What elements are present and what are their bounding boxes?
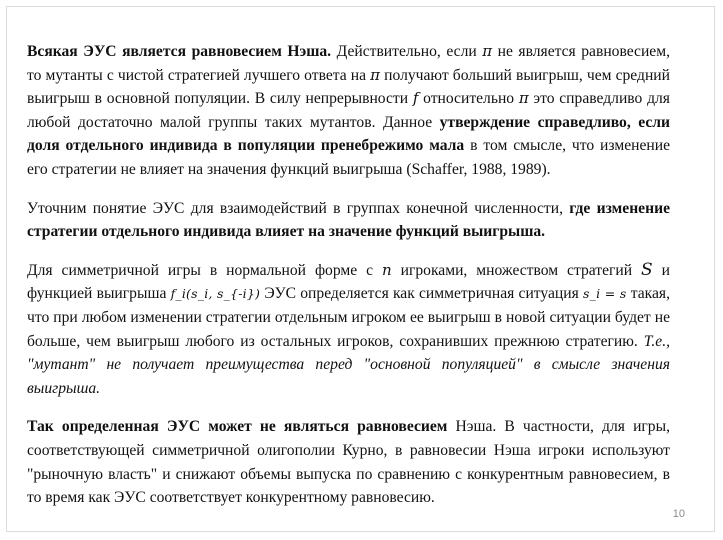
symbol-n: n <box>382 260 392 279</box>
symbol-pi: π <box>370 65 381 84</box>
slide-body <box>27 40 670 510</box>
symbol-f: f <box>412 89 419 108</box>
formula-symmetric-situation: s_i = s <box>583 286 627 302</box>
symbol-pi: π <box>518 89 529 108</box>
bold-thesis: Всякая ЭУС является равновесием Нэша. <box>27 43 332 60</box>
bold-statement: Так определенная ЭУС может не являться равновесием <box>27 418 448 436</box>
paragraph-cournot: Так определенная ЭУС может не являться равновесием Нэша. В частности, для игры, соответствующей симметричной олигополии Курно, в равновесии Нэша игроки используют "рыночную власть" и снижают объемы выпуска по сравнению с конкурентным равновесием, в то время как ЭУС соответствует конкурентному равновесию. <box>27 418 670 507</box>
formula-payoff: f_i(s_i, s_{-i}) <box>170 286 261 302</box>
symbol-pi: π <box>482 42 493 60</box>
paragraph-nash-equilibrium: Всякая ЭУС является равновесием Нэша. Действительно, если π не является равновесием, то мутанты с чистой стратегией лучшего ответа на π получают больший выигрыш, чем средний выигрыш в основной популяции. В силу непрерывности f относительно π это справедливо для любой достаточно малой группы таких мутантов. Данное утверждение справедливо, если доля отдельного индивида в популяции пренебрежимо мала в том смысле, что изменение его стратегии не влияет на значения функций выигрыша (Schaffer, 1988, 1989). <box>27 42 671 178</box>
page-number: 10 <box>672 508 685 520</box>
paragraph-definition: Для симметричной игры в нормальной форме с n игроками, множеством стратегий S и функцией выигрыша f_i(s_i, s_{-i}) ЭУС определяется как симметричная ситуация s_i = s такая, что при любом изменении стратегии отдельным игроком ее выигрыш в новой ситуации будет не больше, чем выигрыш любого из остальных игроков, сохранивших прежнюю стратегию. Т.е., "мутант" не получает преимущества перед "основной популяцией" в смысле значения выигрыша. <box>27 259 670 397</box>
symbol-strategy-set: S <box>641 259 653 280</box>
bold-claim: утверждение справедливо, если доля отдельного индивида в популяции пренебрежимо мала <box>27 113 671 155</box>
bold-condition: где изменение стратегии отдельного индивида влияет на значение функций выигрыша. <box>27 199 670 241</box>
paragraph-finite-groups: Уточним понятие ЭУС для взаимодействий в группах конечной численности, где изменение стратегии отдельного индивида влияет на значение функций выигрыша. <box>27 199 670 241</box>
italic-remark: Т.е., "мутант" не получает преимущества перед "основной популяцией" в смысле значения выигрыша. <box>27 332 670 397</box>
